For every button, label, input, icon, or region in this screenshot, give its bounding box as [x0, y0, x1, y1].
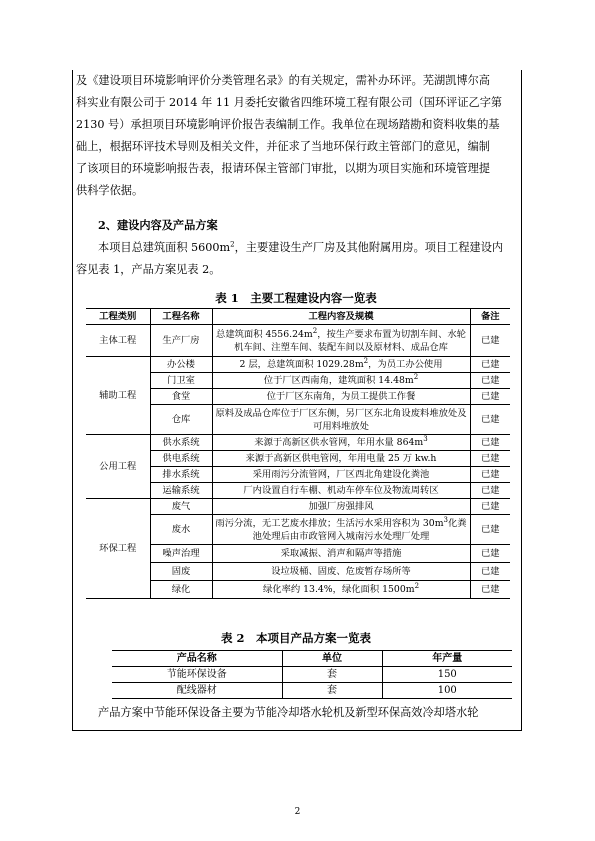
intro-line: 供科学依据。 [76, 184, 144, 197]
table-row [86, 389, 510, 405]
note-cell: 已建 [470, 325, 510, 357]
header-cell: 工程类别 [86, 309, 150, 325]
name-cell: 废水 [150, 515, 212, 545]
content-cell: 采取减振、消声和隔声等措施 [212, 545, 470, 563]
header-cell: 年产量 [382, 651, 512, 667]
table2-caption: 表 2 本项目产品方案一览表 [220, 631, 371, 645]
content-cell: 设垃圾桶、固废、危废暂存场所等 [212, 563, 470, 581]
content-cell: 原料及成品仓库位于厂区东侧，另厂区东北角设废料堆放处及可用料堆放处 [212, 405, 470, 435]
name-cell: 排水系统 [150, 467, 212, 483]
note-cell: 已建 [470, 499, 510, 515]
table-row [86, 451, 510, 467]
name-cell: 生产厂房 [150, 325, 212, 357]
group-cell: 主体工程 [86, 325, 150, 357]
superscript: 2 [230, 240, 235, 249]
unit-cell: 套 [282, 667, 382, 683]
intro-line: 础上，根据环评技术导则及相关文件，并征求了当地环保行政主管部门的意见，编制 [76, 140, 490, 153]
content-cell: 来源于高新区供电管网，年用电量 25 万 kw.h [212, 451, 470, 467]
content-cell: 总建筑面积 $4556.24m^2$，按生产要求布置为切割车间、水轮机车间、注塑车间、装配车间以及原材料、成品仓库 [212, 325, 470, 357]
table-row [86, 499, 510, 515]
note-cell: 已建 [470, 357, 510, 373]
group-cell: 环保工程 [86, 499, 150, 599]
note-cell: 已建 [470, 545, 510, 563]
table-row [86, 325, 510, 357]
content-cell: 位于厂区东南角，为员工提供工作餐 [212, 389, 470, 405]
table-row [86, 467, 510, 483]
content-cell: 雨污分流，无工艺废水排放；生活污水采用容积为 $30m^3$化粪池处理后由市政管网入城南污水处理厂处理 [212, 515, 470, 545]
content-cell: 2 层，总建筑面积 $1029.28m^2$，为员工办公使用 [212, 357, 470, 373]
intro-line: 科实业有限公司于 2014 年 11 月委托安徽省四维环境工程有限公司（国环评证乙字第 [76, 96, 503, 109]
table-row [86, 373, 510, 389]
table-row [86, 563, 510, 581]
tail-paragraph: 产品方案中节能环保设备主要为节能冷却塔水轮机及新型环保高效冷却塔水轮 [98, 706, 479, 719]
name-cell: 固废 [150, 563, 212, 581]
note-cell: 已建 [470, 405, 510, 435]
group-cell: 辅助工程 [86, 357, 150, 435]
section-body-text: 本项目总建筑面积 5600m [98, 241, 231, 254]
header-cell: 备注 [470, 309, 510, 325]
note-cell: 已建 [470, 389, 510, 405]
name-cell: 供电系统 [150, 451, 212, 467]
note-cell: 已建 [470, 581, 510, 599]
section-body-text: 容见表 1，产品方案见表 2。 [76, 263, 221, 276]
note-cell: 已建 [470, 483, 510, 499]
section-heading: 2、建设内容及产品方案 [98, 218, 218, 232]
name-cell: 噪声治理 [150, 545, 212, 563]
intro-line: 及《建设项目环境影响评价分类管理名录》的有关规定，需补办环评。芜湖凯博尔高 [76, 74, 490, 87]
output-cell: 100 [382, 683, 512, 699]
name-cell: 门卫室 [150, 373, 212, 389]
intro-line: 2130 号）承担项目环境影响评价报告表编制工作。我单位在现场踏勘和资料收集的基 [76, 118, 500, 131]
table-row [112, 667, 512, 683]
table-row [86, 515, 510, 545]
name-cell: 办公楼 [150, 357, 212, 373]
table-row [86, 581, 510, 599]
product-name-cell: 配线器材 [112, 683, 282, 699]
name-cell: 仓库 [150, 405, 212, 435]
content-cell: 加强厂房强排风 [212, 499, 470, 515]
table-row [112, 683, 512, 699]
table-row [86, 545, 510, 563]
header-cell: 工程名称 [150, 309, 212, 325]
name-cell: 绿化 [150, 581, 212, 599]
note-cell: 已建 [470, 515, 510, 545]
name-cell: 供水系统 [150, 435, 212, 451]
note-cell: 已建 [470, 451, 510, 467]
note-cell: 已建 [470, 373, 510, 389]
name-cell: 运输系统 [150, 483, 212, 499]
note-cell: 已建 [470, 563, 510, 581]
product-name-cell: 节能环保设备 [112, 667, 282, 683]
section-body [76, 237, 516, 281]
section-body-text: ，主要建设生产厂房及其他附属用房。项目工程建设内 [234, 241, 504, 254]
group-cell: 公用工程 [86, 435, 150, 499]
header-cell: 工程内容及规模 [212, 309, 470, 325]
header-cell: 单位 [282, 651, 382, 667]
output-cell: 150 [382, 667, 512, 683]
header-cell: 产品名称 [112, 651, 282, 667]
table1-caption: 表 1 主要工程建设内容一览表 [215, 291, 377, 305]
content-cell: 绿化率约 13.4%，绿化面积 $1500m^2$ [212, 581, 470, 599]
content-cell: 采用雨污分流管网，厂区西北角建设化粪池 [212, 467, 470, 483]
table-row [86, 435, 510, 451]
name-cell: 食堂 [150, 389, 212, 405]
content-cell: 位于厂区西南角，建筑面积 $14.48m^2$ [212, 373, 470, 389]
table-row [86, 357, 510, 373]
content-cell: 来源于高新区供水管网，年用水量 $864m^3$ [212, 435, 470, 451]
table-header-row [86, 309, 510, 325]
intro-paragraph [76, 70, 516, 202]
name-cell: 废气 [150, 499, 212, 515]
engineering-table [86, 308, 510, 599]
table-row [86, 405, 510, 435]
content-cell: 厂内设置自行车棚、机动车停车位及物流周转区 [212, 483, 470, 499]
page-number: 2 [294, 807, 301, 817]
intro-line: 了该项目的环境影响报告表，报请环保主管部门审批，以期为项目实施和环境管理提 [76, 162, 490, 175]
note-cell: 已建 [470, 435, 510, 451]
unit-cell: 套 [282, 683, 382, 699]
table-row [86, 483, 510, 499]
table-header-row [112, 651, 512, 667]
note-cell: 已建 [470, 467, 510, 483]
product-table [112, 650, 512, 699]
